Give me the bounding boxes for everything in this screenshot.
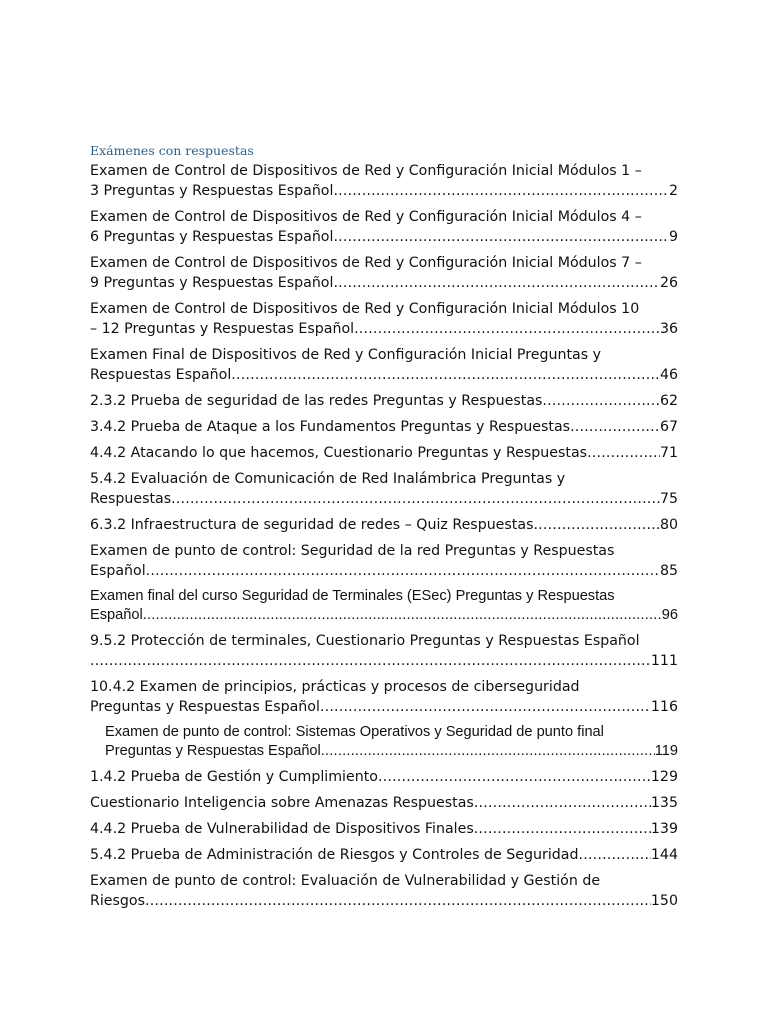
toc-entry-lastline	[90, 365, 678, 385]
dot-leader	[321, 742, 655, 761]
toc-entry[interactable]	[90, 871, 678, 911]
toc-page-number: 144	[650, 847, 678, 863]
toc-entry-title: Examen de punto de control: Sistemas Operativos y Seguridad de punto final	[105, 724, 604, 740]
dot-leader	[145, 891, 651, 911]
toc-page-number: 135	[650, 795, 678, 811]
dot-leader	[320, 697, 651, 717]
toc-entry-title-end: Preguntas y Respuestas Español	[90, 699, 320, 715]
toc-entry-title-end: Respuestas	[90, 491, 172, 507]
toc-entry-lastline	[90, 319, 678, 339]
toc-page-number: 150	[650, 893, 678, 909]
dot-leader	[587, 443, 660, 463]
toc-page-number: 36	[659, 321, 678, 337]
toc-entry-title-end: 9 Preguntas y Respuestas Español	[90, 275, 334, 291]
toc-entry[interactable]	[90, 631, 678, 671]
toc-entry[interactable]	[90, 161, 678, 201]
toc-entry-title-end: Cuestionario Inteligencia sobre Amenazas Respuestas	[90, 795, 474, 811]
toc-entry-title-end: 2.3.2 Prueba de seguridad de las redes Preguntas y Respuestas	[90, 393, 543, 409]
toc-page-number: 9	[668, 229, 678, 245]
toc-page-number: 129	[650, 769, 678, 785]
toc-entry-lastline	[90, 391, 678, 411]
dot-leader	[542, 391, 660, 411]
toc-entry[interactable]	[90, 207, 678, 247]
toc-list	[90, 161, 678, 911]
toc-entry-title-end: 5.4.2 Prueba de Administración de Riesgos y Controles de Seguridad	[90, 847, 579, 863]
toc-entry[interactable]	[90, 845, 678, 865]
toc-entry-title: 9.5.2 Protección de terminales, Cuestionario Preguntas y Respuestas Español	[90, 633, 640, 649]
toc-entry-lastline	[90, 515, 678, 535]
toc-entry-title: 10.4.2 Examen de principios, prácticas y procesos de ciberseguridad	[90, 679, 580, 695]
toc-entry-title-end: 6 Preguntas y Respuestas Español	[90, 229, 334, 245]
toc-entry-title: Examen de Control de Dispositivos de Red y Configuración Inicial Módulos 1 –	[90, 163, 642, 179]
toc-entry-lastline	[90, 443, 678, 463]
dot-leader	[354, 319, 660, 339]
toc-entry-title: Examen final del curso Seguridad de Terminales (ESec) Preguntas y Respuestas	[90, 588, 615, 604]
toc-entry-title-end: Respuestas Español	[90, 367, 232, 383]
toc-entry[interactable]	[90, 677, 678, 717]
toc-entry-lastline	[90, 793, 678, 813]
toc-page-number: 26	[659, 275, 678, 291]
toc-entry-title-end: 1.4.2 Prueba de Gestión y Cumplimiento	[90, 769, 378, 785]
toc-entry-lastline	[90, 273, 678, 293]
toc-page	[90, 143, 678, 917]
toc-entry-title: 5.4.2 Evaluación de Comunicación de Red Inalámbrica Preguntas y	[90, 471, 566, 487]
dot-leader	[333, 227, 669, 247]
dot-leader	[90, 651, 651, 671]
toc-entry-title-end: Preguntas y Respuestas Español	[105, 743, 321, 759]
toc-entry[interactable]	[90, 299, 678, 339]
toc-entry-title-end: Riesgos	[90, 893, 145, 909]
toc-entry-lastline	[105, 742, 678, 761]
toc-entry[interactable]	[90, 345, 678, 385]
toc-entry[interactable]	[90, 391, 678, 411]
toc-entry-title: Examen de Control de Dispositivos de Red y Configuración Inicial Módulos 4 –	[90, 209, 642, 225]
toc-entry-lastline	[90, 561, 678, 581]
dot-leader	[378, 767, 651, 787]
toc-entry-title-end: 3.4.2 Prueba de Ataque a los Fundamentos Preguntas y Respuestas	[90, 419, 571, 435]
toc-entry-title-end: 4.4.2 Prueba de Vulnerabilidad de Dispositivos Finales	[90, 821, 474, 837]
toc-page-number: 111	[650, 653, 678, 669]
dot-leader	[474, 819, 651, 839]
toc-entry[interactable]	[90, 417, 678, 437]
toc-entry[interactable]	[90, 515, 678, 535]
toc-entry-lastline	[90, 417, 678, 437]
toc-entry-title-end: 3 Preguntas y Respuestas Español	[90, 183, 334, 199]
toc-page-number: 62	[659, 393, 678, 409]
toc-entry-lastline	[90, 819, 678, 839]
toc-entry-lastline	[90, 227, 678, 247]
dot-leader	[333, 273, 660, 293]
dot-leader	[171, 489, 660, 509]
dot-leader	[146, 561, 660, 581]
toc-entry-lastline	[90, 697, 678, 717]
toc-entry-lastline	[90, 891, 678, 911]
dot-leader	[570, 417, 660, 437]
toc-entry-title: Examen de punto de control: Evaluación de Vulnerabilidad y Gestión de	[90, 873, 601, 889]
toc-page-number: 75	[659, 491, 678, 507]
toc-entry[interactable]	[90, 819, 678, 839]
toc-page-number: 80	[659, 517, 678, 533]
toc-entry-title: Examen de Control de Dispositivos de Red y Configuración Inicial Módulos 7 –	[90, 255, 642, 271]
toc-entry[interactable]	[90, 793, 678, 813]
toc-entry-lastline	[90, 606, 678, 625]
toc-entry-lastline	[90, 181, 678, 201]
toc-page-number: 71	[659, 445, 678, 461]
toc-entry-title: Examen Final de Dispositivos de Red y Configuración Inicial Preguntas y	[90, 347, 601, 363]
toc-entry-lastline	[90, 651, 678, 671]
toc-entry[interactable]	[90, 587, 678, 625]
dot-leader	[533, 515, 659, 535]
toc-page-number: 119	[654, 743, 678, 759]
dot-leader	[333, 181, 669, 201]
toc-page-number: 46	[659, 367, 678, 383]
toc-entry-lastline	[90, 767, 678, 787]
toc-entry-title-end: – 12 Preguntas y Respuestas Español	[90, 321, 355, 337]
toc-entry-title-end: Español	[90, 607, 143, 623]
toc-entry[interactable]	[90, 469, 678, 509]
toc-entry-title-end: 6.3.2 Infraestructura de seguridad de redes – Quiz Respuestas	[90, 517, 534, 533]
toc-entry-lastline	[90, 845, 678, 865]
toc-page-number: 67	[659, 419, 678, 435]
toc-entry[interactable]	[90, 253, 678, 293]
toc-entry-lastline	[90, 489, 678, 509]
toc-page-number: 139	[650, 821, 678, 837]
toc-entry-title-end: Español	[90, 563, 146, 579]
dot-leader	[474, 793, 651, 813]
dot-leader	[579, 845, 651, 865]
dot-leader	[231, 365, 660, 385]
toc-page-number: 85	[659, 563, 678, 579]
toc-page-number: 116	[650, 699, 678, 715]
toc-entry[interactable]	[105, 723, 678, 761]
toc-page-number: 96	[661, 607, 678, 623]
toc-entry-title: Examen de Control de Dispositivos de Red y Configuración Inicial Módulos 10	[90, 301, 640, 317]
toc-entry[interactable]	[90, 541, 678, 581]
dot-leader	[143, 606, 662, 625]
toc-entry-title-end: 4.4.2 Atacando lo que hacemos, Cuestionario Preguntas y Respuestas	[90, 445, 588, 461]
toc-entry[interactable]	[90, 443, 678, 463]
toc-page-number: 2	[668, 183, 678, 199]
toc-heading: Exámenes con respuestas	[90, 143, 254, 158]
toc-entry-title: Examen de punto de control: Seguridad de la red Preguntas y Respuestas	[90, 543, 615, 559]
toc-entry[interactable]	[90, 767, 678, 787]
